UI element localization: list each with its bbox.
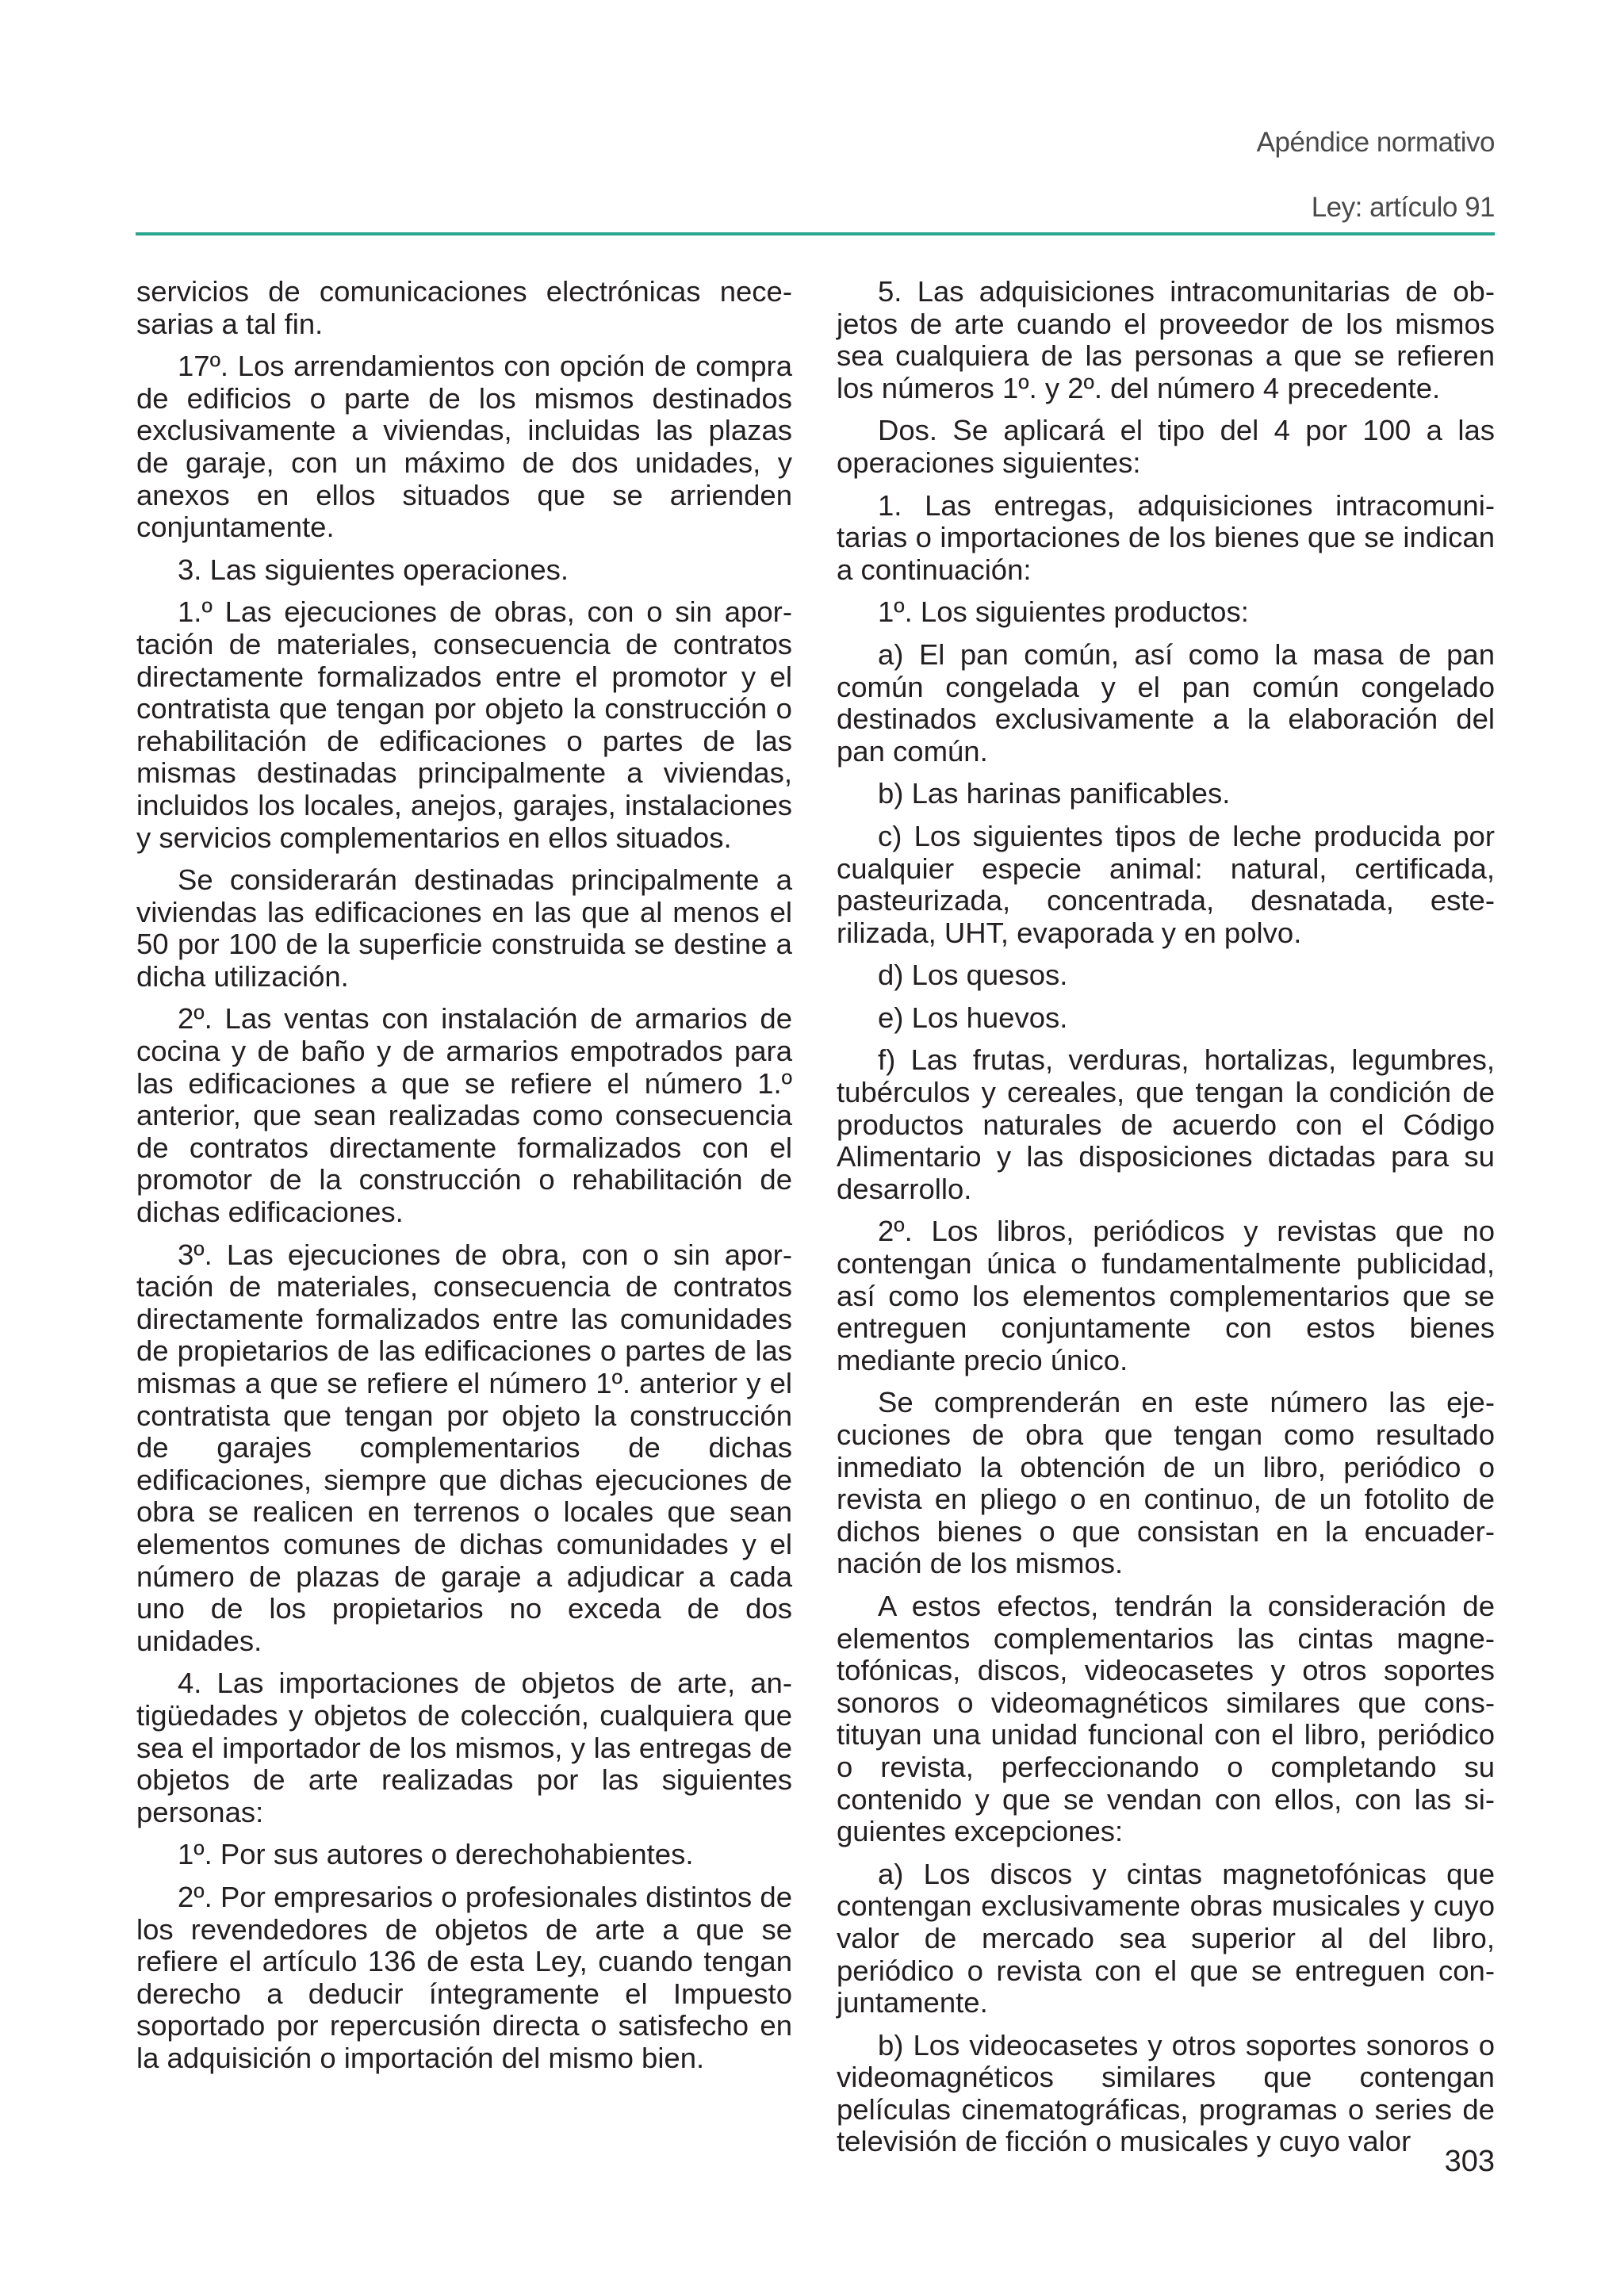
paragraph: 1. Las entregas, adquisiciones intracomunitarias o importaciones de los bienes que se indican a continuación: bbox=[837, 488, 1495, 586]
paragraph: 3. Las siguientes operaciones. bbox=[178, 553, 569, 586]
header-section-title: Apéndice normativo bbox=[1256, 127, 1495, 158]
paragraph: e) Los huevos. bbox=[878, 1001, 1068, 1034]
paragraph: 2º. Los libros, periódicos y revistas que no contengan única o fundamentalmente publicidad, así como los elementos complementarios que se entreguen conjuntamente con estos bienes mediante precio único. bbox=[837, 1215, 1495, 1376]
paragraph: 1º. Los siguientes productos: bbox=[878, 595, 1249, 629]
paragraph: Dos. Se aplicará el tipo del 4 por 100 a las operaciones siguientes: bbox=[837, 414, 1495, 479]
page-number: 303 bbox=[1444, 2145, 1495, 2178]
paragraph: A estos efectos, tendrán la consideración de elementos complementarios las cintas magnetofónicas, discos, videocasetes y otros soportes sonoros o videomagnéticos similares que constituyan una unidad funcional con el libro, periódico o revista, perfeccionando o completando su contenido y que se vendan con ellos, con las siguientes excepciones: bbox=[837, 1589, 1495, 1848]
paragraph: b) Las harinas panificables. bbox=[878, 777, 1231, 810]
paragraph: 1.º Las ejecuciones de obras, con o sin aportación de materiales, consecuencia de contratos directamente formalizados entre el promotor y el contratista que tengan por objeto la construcción o rehabilitación de edificaciones o partes de las mismas destinadas principalmente a viviendas, incluidos los locales, anejos, garajes, instalaciones y servicios complementarios en ellos situados. bbox=[136, 595, 792, 854]
left-column bbox=[136, 276, 792, 2084]
running-header bbox=[1257, 127, 1495, 224]
paragraph: c) Los siguientes tipos de leche producida por cualquier especie animal: natural, certificada, pasteurizada, concentrada, desnatada, esterilizada, UHT, evaporada y en polvo. bbox=[837, 819, 1495, 949]
paragraph: b) Los videocasetes y otros soportes sonoros o videomagnéticos similares que contengan películas cinematográficas, programas o series de televisión de ficción o musicales y cuyo valor bbox=[837, 2028, 1495, 2158]
paragraph: 2º. Las ventas con instalación de armarios de cocina y de baño y de armarios empotrados para las edificaciones a que se refiere el número 1.º anterior, que sean realizadas como consecuencia de contratos directamente formalizados con el promotor de la construcción o rehabilitación de dichas edificaciones. bbox=[136, 1002, 792, 1229]
right-column bbox=[837, 276, 1495, 2169]
paragraph: Se considerarán destinadas principalmente a viviendas las edificaciones en las que al menos el 50 por 100 de la superficie construida se destine a dicha utilización. bbox=[136, 863, 792, 993]
paragraph: a) El pan común, así como la masa de pan común congelada y el pan común congelado destinados exclusivamente a la elaboración del pan común. bbox=[837, 637, 1495, 768]
paragraph: 4. Las importaciones de objetos de arte, antigüedades y objetos de colección, cualquiera que sea el importador de los mismos, y las entregas de objetos de arte realizadas por las siguientes personas: bbox=[136, 1667, 792, 1828]
paragraph: f) Las frutas, verduras, hortalizas, legumbres, tubérculos y cereales, que tengan la condición de productos naturales de acuerdo con el Código Alimentario y las disposiciones dictadas para su desarrollo. bbox=[837, 1043, 1495, 1205]
paragraph: 1º. Por sus autores o derechohabientes. bbox=[178, 1838, 694, 1871]
paragraph: 3º. Las ejecuciones de obra, con o sin aportación de materiales, consecuencia de contratos directamente formalizados entre las comunidades de propietarios de las edificaciones o partes de las mismas a que se refiere el número 1º. anterior y el contratista que tengan por objeto la construcción de garajes complementarios de dichas edificaciones, siempre que dichas ejecuciones de obra se realicen en terrenos o locales que sean elementos comunes de dichas comunidades y el número de plazas de garaje a adjudicar a cada uno de los propietarios no exceda de dos unidades. bbox=[136, 1238, 792, 1657]
paragraph: d) Los quesos. bbox=[878, 959, 1068, 992]
paragraph: 2º. Por empresarios o profesionales distintos de los revendedores de objetos de arte a que se refiere el artículo 136 de esta Ley, cuando tengan derecho a deducir íntegramente el Impuesto soportado por repercusión directa o satisfecho en la adquisición o importación del mismo bien. bbox=[136, 1880, 792, 2074]
paragraph: 17º. Los arrendamientos con opción de compra de edificios o parte de los mismos destinados exclusivamente a viviendas, incluidas las plazas de garaje, con un máximo de dos unidades, y anexos en ellos situados que se arrienden conjuntamente. bbox=[136, 350, 792, 544]
header-rule bbox=[136, 232, 1495, 235]
paragraph: Se comprenderán en este número las ejecuciones de obra que tengan como resultado inmediato la obtención de un libro, periódico o revista en pliego o en continuo, de un fotolito de dichos bienes o que consistan en la encuadernación de los mismos. bbox=[837, 1386, 1495, 1580]
paragraph: servicios de comunicaciones electrónicas necesarias a tal fin. bbox=[136, 275, 792, 340]
paragraph: a) Los discos y cintas magnetofónicas que contengan exclusivamente obras musicales y cuyo valor de mercado sea superior al del libro, periódico o revista con el que se entreguen conjuntamente. bbox=[837, 1857, 1495, 2019]
header-article-title: Ley: artículo 91 bbox=[1311, 192, 1495, 223]
paragraph: 5. Las adquisiciones intracomunitarias de objetos de arte cuando el proveedor de los mismos sea cualquiera de las personas a que se refieren los números 1º. y 2º. del número 4 precedente. bbox=[837, 275, 1495, 404]
